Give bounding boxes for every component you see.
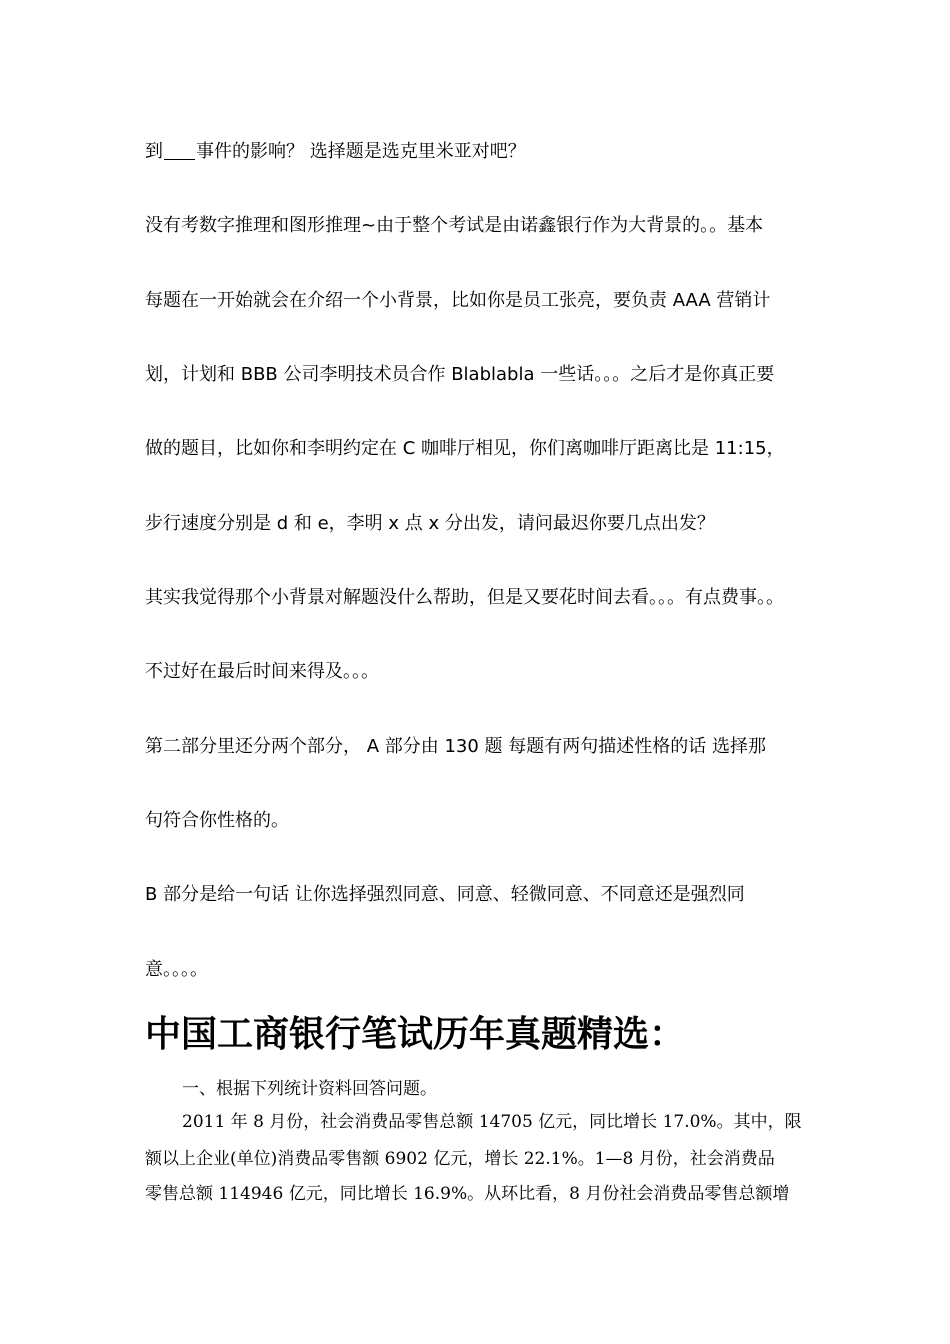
body-line-11: B 部分是给一句话 让你选择强烈同意、同意、轻微同意、不同意还是强烈同 — [145, 884, 745, 905]
body-line-10: 句符合你性格的。 — [145, 810, 289, 831]
body-line-1 — [145, 140, 815, 164]
body-line-8: 不过好在最后时间来得及。。。 — [145, 661, 379, 682]
fill-in-blank — [164, 141, 195, 160]
line-text: 事件的影响？ 选择题是选克里米亚对吧？ — [196, 141, 526, 162]
question-line-2: 2011 年 8 月份，社会消费品零售总额 14705 亿元，同比增长 17.0%。其中，限 — [182, 1112, 802, 1132]
body-line-6: 步行速度分别是 d 和 e，李明 x 点 x 分出发，请问最迟你要几点出发？ — [145, 513, 715, 534]
line-prefix: 到 — [145, 141, 163, 162]
question-line-1: 一、根据下列统计资料回答问题。 — [182, 1079, 437, 1099]
question-line-4: 零售总额 114946 亿元，同比增长 16.9%。从环比看，8 月份社会消费品零售总额增 — [145, 1184, 790, 1204]
body-line-4: 划，计划和 BBB 公司李明技术员合作 Blablabla 一些话。。。之后才是你真正要 — [145, 364, 775, 385]
section-heading: 中国工商银行笔试历年真题精选： — [145, 1013, 686, 1055]
body-line-3: 每题在一开始就会在介绍一个小背景，比如你是员工张亮，要负责 AAA 营销计 — [145, 290, 771, 311]
question-line-3: 额以上企业(单位)消费品零售额 6902 亿元，增长 22.1%。1—8 月份，社会消费品 — [145, 1149, 775, 1169]
body-line-9: 第二部分里还分两个部分， A 部分由 130 题 每题有两句描述性格的话 选择那 — [145, 736, 766, 757]
body-line-7: 其实我觉得那个小背景对解题没什么帮助，但是又要花时间去看。。。有点费事。。 — [145, 587, 784, 608]
body-line-12: 意。。。。 — [145, 959, 208, 980]
body-line-5: 做的题目，比如你和李明约定在 C 咖啡厅相见，你们离咖啡厅距离比是 11:15， — [145, 438, 785, 459]
body-line-2: 没有考数字推理和图形推理~由于整个考试是由诺鑫银行作为大背景的。。基本 — [145, 215, 764, 236]
